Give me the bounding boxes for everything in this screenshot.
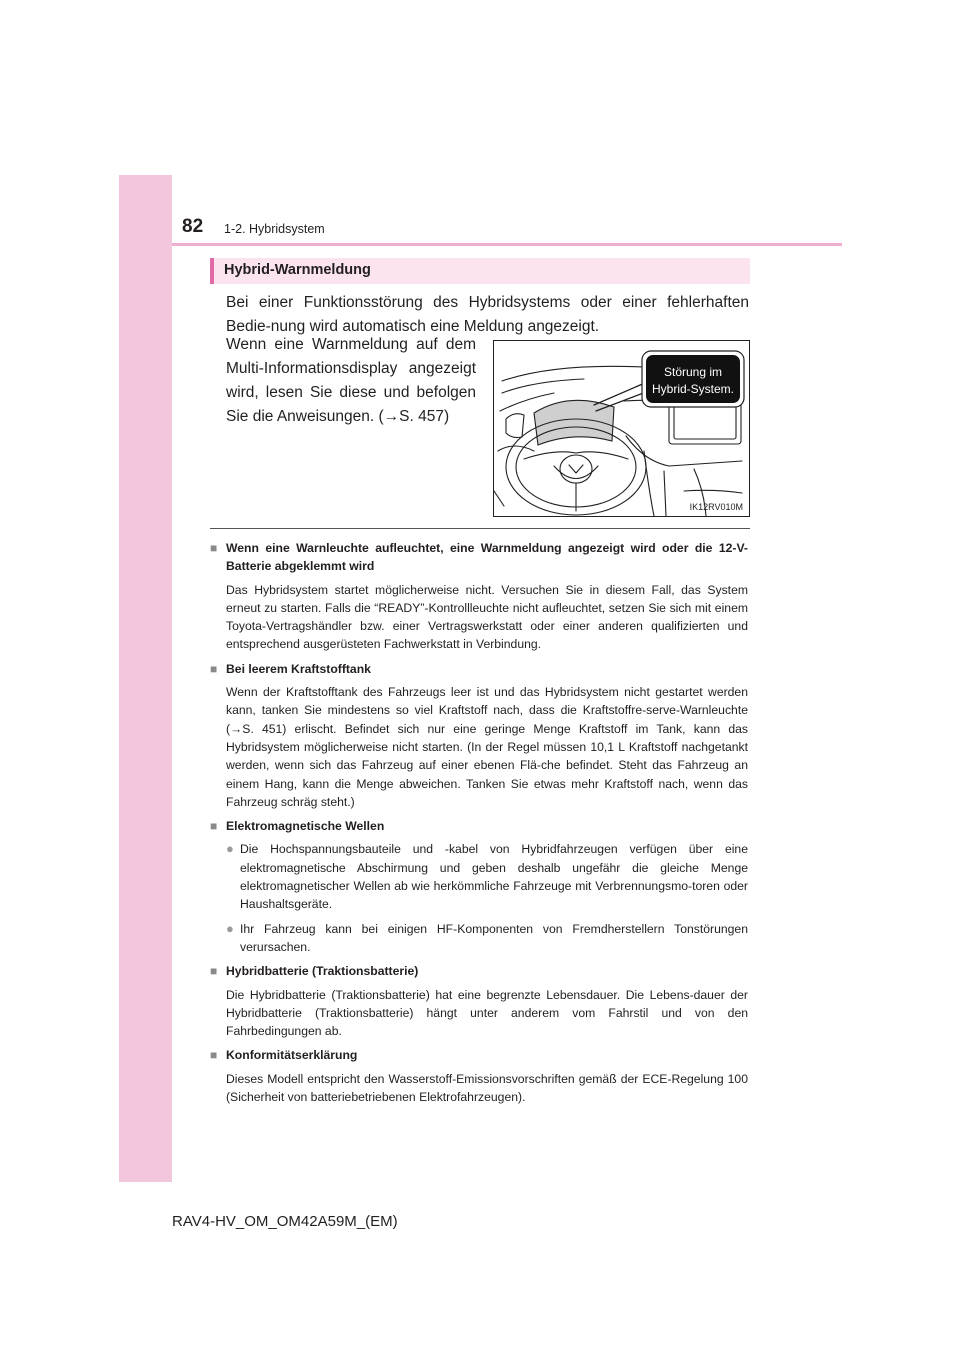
note-title: ■ Hybridbatterie (Traktionsbatterie): [210, 962, 748, 980]
note-title: ■ Konformitätserklärung: [210, 1046, 748, 1064]
square-bullet-icon: ■: [210, 819, 218, 834]
square-bullet-icon: ■: [210, 1048, 218, 1063]
circle-bullet-icon: ●: [226, 920, 234, 936]
square-bullet-icon: ■: [210, 661, 218, 676]
heading-accent: [210, 258, 214, 284]
note-list-item: ● Ihr Fahrzeug kann bei einigen HF-Komponenten von Fremdherstellern Tonstörungen verursachen.: [226, 920, 748, 957]
note-body: Dieses Modell entspricht den Wasserstoff-Emissionsvorschriften gemäß der ECE-Regelung 100 (Sicherheit von batteriebetriebenen Elektrofahrzeugen).: [226, 1071, 748, 1105]
dashboard-drawing: [494, 341, 749, 516]
page-margin-bar: [119, 175, 172, 1182]
note-body: Das Hybridsystem startet möglicherweise nicht. Versuchen Sie in diesem Fall, das System erneut zu starten. Falls die “READY”-Kontrollleuchte nicht aufleuchtet, setzen Sie sich mit einem Toyota-Vertragshändler bzw. einer Vertragswerkstatt oder einer anderen qualifizierten und entsprechend ausgerüsteten Fachwerkstatt in Verbindung.: [226, 582, 748, 652]
square-bullet-icon: ■: [210, 541, 218, 555]
note-body: Wenn der Kraftstofftank des Fahrzeugs leer ist und das Hybridsystem nicht gestartet werden kann, tanken Sie mindestens so viel Kraftstoff nach, dass die Kraftstoffre-serve-Warnleuchte (→S. 451) erlischt. Befindet sich nur eine geringe Menge Kraftstoff im Tank, kann das Hybridsystem möglicherweise nicht starten. (In der Regel müssen 10,1 L Kraftstoff nachgetankt werden, wenn sich das Fahrzeug auf einer ebenen Flä-che befindet. Steht das Fahrzeug an einem Hang, kann die Menge abweichen. Tanken Sie etwas mehr Kraftstoff nach, wenn das Fahrzeug schräg steht.): [226, 685, 748, 809]
figure-code: IK12RV010M: [689, 502, 743, 512]
notes-section: [210, 539, 748, 1112]
note-title: ■ Elektromagnetische Wellen: [210, 817, 748, 835]
document-footer: RAV4-HV_OM_OM42A59M_(EM): [172, 1213, 398, 1230]
square-bullet-icon: ■: [210, 964, 218, 979]
callout-line-2: Hybrid-System.: [651, 382, 735, 396]
section-title: 1-2. Hybridsystem: [224, 222, 325, 236]
header-rule: [172, 243, 842, 246]
dashboard-illustration: [493, 340, 750, 517]
circle-bullet-icon: ●: [226, 841, 234, 857]
intro-paragraph: Bei einer Funktionsstörung des Hybridsystems oder einer fehlerhaften Bedie-nung wird automatisch eine Meldung angezeigt.: [226, 294, 749, 335]
note-title: ■ Wenn eine Warnleuchte aufleuchtet, eine Warnmeldung angezeigt wird oder die 12-V-Batterie abgeklemmt wird: [210, 539, 748, 576]
page-number: 82: [182, 216, 204, 237]
section-divider: [210, 528, 750, 529]
note-list-item: ● Die Hochspannungsbauteile und -kabel von Hybridfahrzeugen verfügen über eine elektromagnetische Abschirmung und geben deshalb ungefähr die gleiche Menge elektromagnetischer Wellen ab wie herkömmliche Fahrzeuge mit Verbrennungsmo-toren oder Haushaltsgeräte.: [226, 840, 748, 913]
note-body: Die Hybridbatterie (Traktionsbatterie) hat eine begrenzte Lebensdauer. Die Lebens-dauer der Hybridbatterie (Traktionsbatterie) hängt unter anderem vom Fahrstil und von den Fahrbedingungen ab.: [226, 987, 748, 1039]
instruction-paragraph: Wenn eine Warnmeldung auf dem Multi-Informationsdisplay angezeigt wird, lesen Sie diese und befolgen Sie die Anweisungen. (→S. 457): [226, 336, 476, 425]
callout-line-1: Störung im: [663, 365, 723, 379]
note-title: ■ Bei leerem Kraftstofftank: [210, 660, 748, 678]
section-heading: Hybrid-Warnmeldung: [224, 262, 371, 278]
